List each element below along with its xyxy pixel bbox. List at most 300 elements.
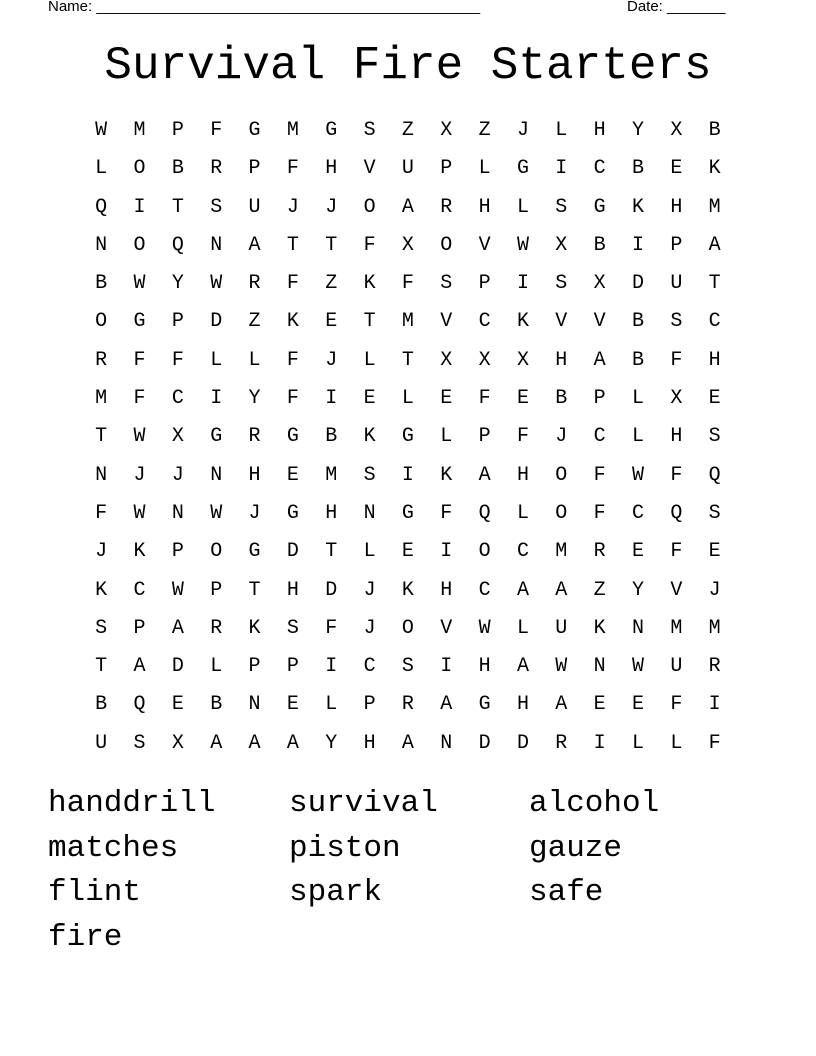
grid-letter: S xyxy=(555,195,568,219)
grid-letter: R xyxy=(593,540,606,564)
grid-letter: G xyxy=(248,540,261,564)
grid-letter: P xyxy=(440,157,453,181)
grid-letter: V xyxy=(440,616,453,640)
grid-letter: N xyxy=(248,693,261,717)
grid-letter: Q xyxy=(670,501,683,525)
grid-letter: F xyxy=(363,233,376,257)
grid-letter: E xyxy=(286,693,299,717)
grid-letter: Z xyxy=(593,578,606,602)
grid-letter: B xyxy=(210,693,223,717)
grid-letter: J xyxy=(133,463,146,487)
grid-letter: F xyxy=(440,501,453,525)
grid-letter: C xyxy=(516,540,529,564)
grid-letter: W xyxy=(133,272,146,296)
grid-letter: H xyxy=(440,578,453,602)
grid-letter: Z xyxy=(478,119,491,142)
name-field-label: Name: ______________________________________________ xyxy=(48,0,481,15)
word-list-item: handdrill xyxy=(48,786,216,821)
grid-letter: U xyxy=(248,195,261,219)
grid-letter: S xyxy=(708,425,721,449)
grid-letter: W xyxy=(133,425,146,449)
grid-row xyxy=(82,725,734,763)
grid-letter: Y xyxy=(631,119,644,142)
grid-letter: X xyxy=(401,233,414,257)
grid-letter: U xyxy=(670,655,683,679)
grid-letter: M xyxy=(670,616,683,640)
grid-letter: X xyxy=(516,348,529,372)
grid-letter: L xyxy=(555,119,568,142)
grid-letter: F xyxy=(325,616,338,640)
grid-letter: D xyxy=(631,272,644,296)
grid-letter: J xyxy=(171,463,184,487)
grid-letter: K xyxy=(363,272,376,296)
grid-letter: J xyxy=(363,578,376,602)
grid-letter: F xyxy=(516,425,529,449)
grid-letter: A xyxy=(401,731,414,755)
grid-letter: F xyxy=(708,731,721,755)
grid-letter: S xyxy=(133,731,146,755)
grid-letter: A xyxy=(593,348,606,372)
grid-letter: E xyxy=(325,310,338,334)
grid-letter: R xyxy=(248,425,261,449)
grid-letter: G xyxy=(401,501,414,525)
grid-letter: P xyxy=(478,425,491,449)
grid-letter: U xyxy=(95,731,108,755)
grid-letter: B xyxy=(325,425,338,449)
grid-letter: H xyxy=(325,157,338,181)
grid-letter: P xyxy=(670,233,683,257)
word-list-item: fire xyxy=(48,919,123,955)
grid-letter: B xyxy=(631,157,644,181)
grid-letter: O xyxy=(555,501,568,525)
grid-letter: L xyxy=(516,195,529,219)
grid-letter: N xyxy=(210,233,223,257)
grid-letter: H xyxy=(248,463,261,487)
grid-letter: S xyxy=(708,501,721,525)
word-list-item: safe xyxy=(529,875,604,910)
grid-letter: I xyxy=(401,463,414,487)
grid-letter: M xyxy=(325,463,338,487)
grid-letter: X xyxy=(593,272,606,296)
grid-letter: S xyxy=(95,616,108,640)
grid-letter: P xyxy=(248,157,261,181)
grid-letter: P xyxy=(593,387,606,411)
grid-letter: L xyxy=(401,387,414,411)
grid-letter: F xyxy=(210,119,223,142)
grid-letter: A xyxy=(133,655,146,679)
grid-letter: H xyxy=(478,195,491,219)
grid-row xyxy=(82,227,734,265)
grid-letter: F xyxy=(670,348,683,372)
grid-letter: J xyxy=(95,540,108,564)
grid-letter: F xyxy=(286,157,299,181)
grid-letter: A xyxy=(478,463,491,487)
grid-letter: K xyxy=(631,195,644,219)
grid-letter: I xyxy=(440,540,453,564)
grid-letter: R xyxy=(248,272,261,296)
grid-letter: G xyxy=(516,157,529,181)
grid-row xyxy=(82,533,734,571)
grid-letter: F xyxy=(286,387,299,411)
grid-letter: L xyxy=(440,425,453,449)
grid-letter: F xyxy=(171,348,184,372)
grid-letter: F xyxy=(593,463,606,487)
grid-letter: I xyxy=(210,387,223,411)
grid-letter: Y xyxy=(248,387,261,411)
grid-letter: T xyxy=(95,425,108,449)
grid-letter: C xyxy=(171,387,184,411)
grid-letter: Q xyxy=(171,233,184,257)
grid-letter: J xyxy=(248,501,261,525)
grid-letter: W xyxy=(95,119,108,142)
grid-letter: L xyxy=(631,387,644,411)
grid-letter: U xyxy=(401,157,414,181)
grid-letter: W xyxy=(171,578,184,602)
grid-letter: R xyxy=(440,195,453,219)
grid-letter: J xyxy=(325,195,338,219)
grid-letter: R xyxy=(401,693,414,717)
grid-letter: K xyxy=(516,310,529,334)
grid-letter: V xyxy=(363,157,376,181)
grid-letter: U xyxy=(555,616,568,640)
grid-letter: F xyxy=(670,463,683,487)
word-list-item: survival xyxy=(289,786,438,821)
grid-letter: O xyxy=(133,233,146,257)
grid-letter: L xyxy=(210,655,223,679)
grid-letter: K xyxy=(133,540,146,564)
grid-letter: A xyxy=(555,578,568,602)
grid-letter: C xyxy=(363,655,376,679)
grid-letter: J xyxy=(286,195,299,219)
grid-letter: B xyxy=(171,157,184,181)
grid-row xyxy=(82,112,734,150)
grid-letter: X xyxy=(440,348,453,372)
grid-letter: L xyxy=(325,693,338,717)
grid-letter: M xyxy=(95,387,108,411)
grid-letter: A xyxy=(401,195,414,219)
grid-letter: O xyxy=(555,463,568,487)
grid-letter: I xyxy=(631,233,644,257)
grid-letter: Z xyxy=(325,272,338,296)
grid-letter: N xyxy=(95,463,108,487)
grid-letter: T xyxy=(401,348,414,372)
grid-letter: I xyxy=(516,272,529,296)
grid-letter: A xyxy=(248,233,261,257)
grid-letter: L xyxy=(363,540,376,564)
grid-letter: R xyxy=(210,616,223,640)
word-list-item: matches xyxy=(48,830,179,866)
grid-letter: I xyxy=(440,655,453,679)
grid-letter: A xyxy=(555,693,568,717)
grid-letter: V xyxy=(440,310,453,334)
grid-letter: T xyxy=(325,233,338,257)
grid-letter: R xyxy=(555,731,568,755)
grid-letter: N xyxy=(440,731,453,755)
grid-letter: O xyxy=(363,195,376,219)
grid-letter: A xyxy=(516,578,529,602)
grid-letter: L xyxy=(95,157,108,181)
grid-letter: X xyxy=(670,119,683,142)
grid-letter: F xyxy=(401,272,414,296)
grid-letter: B xyxy=(631,348,644,372)
grid-row xyxy=(82,686,734,724)
grid-letter: N xyxy=(171,501,184,525)
grid-letter: H xyxy=(286,578,299,602)
grid-letter: O xyxy=(401,616,414,640)
grid-row xyxy=(82,150,734,188)
grid-letter: K xyxy=(363,425,376,449)
grid-letter: B xyxy=(593,233,606,257)
grid-letter: W xyxy=(555,655,568,679)
grid-letter: F xyxy=(478,387,491,411)
grid-letter: M xyxy=(708,616,721,640)
grid-letter: B xyxy=(708,119,721,142)
grid-letter: S xyxy=(555,272,568,296)
grid-letter: E xyxy=(593,693,606,717)
grid-row xyxy=(82,572,734,610)
grid-letter: G xyxy=(133,310,146,334)
grid-letter: V xyxy=(555,310,568,334)
grid-letter: E xyxy=(171,693,184,717)
grid-letter: B xyxy=(95,272,108,296)
word-list-item: alcohol xyxy=(529,786,660,821)
grid-letter: U xyxy=(670,272,683,296)
grid-letter: L xyxy=(631,731,644,755)
grid-letter: Z xyxy=(248,310,261,334)
grid-row xyxy=(82,418,734,456)
grid-letter: O xyxy=(133,157,146,181)
grid-letter: V xyxy=(593,310,606,334)
grid-letter: D xyxy=(478,731,491,755)
grid-letter: W xyxy=(210,501,223,525)
grid-letter: K xyxy=(708,157,721,181)
grid-letter: E xyxy=(440,387,453,411)
word-list-item: spark xyxy=(289,875,383,910)
grid-letter: L xyxy=(248,348,261,372)
grid-letter: G xyxy=(593,195,606,219)
grid-letter: O xyxy=(478,540,491,564)
grid-letter: C xyxy=(708,310,721,334)
grid-letter: G xyxy=(478,693,491,717)
grid-letter: K xyxy=(593,616,606,640)
grid-letter: Q xyxy=(478,501,491,525)
grid-letter: J xyxy=(325,348,338,372)
grid-letter: X xyxy=(171,731,184,755)
grid-letter: E xyxy=(363,387,376,411)
grid-letter: B xyxy=(631,310,644,334)
grid-letter: Y xyxy=(325,731,338,755)
grid-letter: N xyxy=(593,655,606,679)
grid-row xyxy=(82,495,734,533)
grid-letter: D xyxy=(325,578,338,602)
grid-letter: H xyxy=(555,348,568,372)
grid-letter: L xyxy=(478,157,491,181)
grid-letter: L xyxy=(210,348,223,372)
grid-letter: H xyxy=(478,655,491,679)
grid-letter: B xyxy=(555,387,568,411)
grid-letter: R xyxy=(708,655,721,679)
grid-letter: K xyxy=(248,616,261,640)
grid-letter: G xyxy=(210,425,223,449)
grid-letter: E xyxy=(286,463,299,487)
grid-letter: H xyxy=(363,731,376,755)
grid-letter: W xyxy=(478,616,491,640)
grid-letter: C xyxy=(478,310,491,334)
grid-row xyxy=(82,457,734,495)
grid-letter: W xyxy=(631,463,644,487)
word-list-item: flint xyxy=(48,875,142,910)
grid-letter: R xyxy=(95,348,108,372)
word-list-item: piston xyxy=(289,830,401,866)
grid-letter: K xyxy=(286,310,299,334)
grid-letter: H xyxy=(516,693,529,717)
grid-letter: X xyxy=(440,119,453,142)
grid-letter: F xyxy=(133,387,146,411)
grid-letter: O xyxy=(95,310,108,334)
grid-letter: T xyxy=(363,310,376,334)
grid-letter: P xyxy=(248,655,261,679)
grid-letter: W xyxy=(210,272,223,296)
grid-letter: S xyxy=(363,463,376,487)
grid-letter: C xyxy=(478,578,491,602)
grid-letter: I xyxy=(593,731,606,755)
grid-letter: K xyxy=(401,578,414,602)
grid-letter: A xyxy=(708,233,721,257)
grid-letter: T xyxy=(708,272,721,296)
grid-letter: G xyxy=(325,119,338,142)
grid-letter: E xyxy=(631,540,644,564)
grid-letter: T xyxy=(325,540,338,564)
grid-row xyxy=(82,380,734,418)
grid-letter: Q xyxy=(133,693,146,717)
grid-letter: C xyxy=(133,578,146,602)
grid-letter: S xyxy=(210,195,223,219)
grid-row xyxy=(82,303,734,341)
grid-row xyxy=(82,648,734,686)
grid-letter: A xyxy=(210,731,223,755)
grid-letter: H xyxy=(325,501,338,525)
grid-letter: P xyxy=(363,693,376,717)
grid-letter: A xyxy=(248,731,261,755)
grid-letter: S xyxy=(670,310,683,334)
grid-letter: S xyxy=(401,655,414,679)
grid-letter: B xyxy=(95,693,108,717)
grid-letter: L xyxy=(670,731,683,755)
grid-letter: W xyxy=(133,501,146,525)
grid-row xyxy=(82,265,734,303)
grid-letter: E xyxy=(708,540,721,564)
grid-letter: D xyxy=(171,655,184,679)
grid-letter: C xyxy=(631,501,644,525)
grid-letter: M xyxy=(133,119,146,142)
grid-letter: T xyxy=(171,195,184,219)
grid-letter: J xyxy=(363,616,376,640)
page-title: Survival Fire Starters xyxy=(104,40,712,92)
grid-letter: S xyxy=(440,272,453,296)
grid-letter: J xyxy=(516,119,529,142)
grid-row xyxy=(82,610,734,648)
grid-letter: F xyxy=(593,501,606,525)
grid-letter: Z xyxy=(401,119,414,142)
grid-letter: Q xyxy=(708,463,721,487)
grid-letter: L xyxy=(363,348,376,372)
grid-letter: L xyxy=(631,425,644,449)
grid-letter: E xyxy=(670,157,683,181)
grid-letter: M xyxy=(555,540,568,564)
grid-letter: W xyxy=(631,655,644,679)
grid-letter: V xyxy=(670,578,683,602)
grid-letter: G xyxy=(286,501,299,525)
grid-letter: M xyxy=(286,119,299,142)
date-field-label: Date: _______ xyxy=(627,0,726,15)
grid-letter: C xyxy=(593,157,606,181)
grid-letter: Y xyxy=(171,272,184,296)
grid-letter: H xyxy=(670,425,683,449)
grid-letter: Q xyxy=(95,195,108,219)
grid-letter: O xyxy=(440,233,453,257)
grid-letter: A xyxy=(171,616,184,640)
word-list-item: gauze xyxy=(529,830,623,866)
grid-row xyxy=(82,342,734,380)
grid-letter: K xyxy=(95,578,108,602)
grid-letter: E xyxy=(708,387,721,411)
word-search-grid xyxy=(82,112,734,763)
grid-letter: G xyxy=(286,425,299,449)
grid-letter: E xyxy=(401,540,414,564)
grid-letter: T xyxy=(95,655,108,679)
grid-letter: E xyxy=(516,387,529,411)
grid-letter: D xyxy=(286,540,299,564)
grid-letter: I xyxy=(325,387,338,411)
grid-letter: T xyxy=(248,578,261,602)
grid-letter: K xyxy=(440,463,453,487)
grid-letter: D xyxy=(210,310,223,334)
grid-letter: Y xyxy=(631,578,644,602)
grid-letter: W xyxy=(516,233,529,257)
grid-letter: V xyxy=(478,233,491,257)
grid-letter: T xyxy=(286,233,299,257)
grid-letter: D xyxy=(516,731,529,755)
grid-letter: I xyxy=(325,655,338,679)
grid-letter: F xyxy=(286,272,299,296)
grid-letter: C xyxy=(593,425,606,449)
grid-letter: F xyxy=(286,348,299,372)
grid-letter: F xyxy=(133,348,146,372)
grid-row xyxy=(82,189,734,227)
grid-letter: G xyxy=(248,119,261,142)
grid-letter: X xyxy=(555,233,568,257)
grid-letter: J xyxy=(555,425,568,449)
grid-letter: H xyxy=(516,463,529,487)
grid-letter: L xyxy=(516,501,529,525)
grid-letter: G xyxy=(401,425,414,449)
grid-letter: N xyxy=(95,233,108,257)
grid-letter: M xyxy=(708,195,721,219)
grid-letter: I xyxy=(708,693,721,717)
grid-letter: X xyxy=(478,348,491,372)
grid-letter: H xyxy=(708,348,721,372)
grid-letter: P xyxy=(171,119,184,142)
grid-letter: N xyxy=(363,501,376,525)
grid-letter: M xyxy=(401,310,414,334)
grid-letter: A xyxy=(516,655,529,679)
grid-letter: J xyxy=(708,578,721,602)
grid-letter: P xyxy=(171,310,184,334)
grid-letter: P xyxy=(210,578,223,602)
grid-letter: F xyxy=(670,693,683,717)
grid-letter: R xyxy=(210,157,223,181)
grid-letter: L xyxy=(516,616,529,640)
